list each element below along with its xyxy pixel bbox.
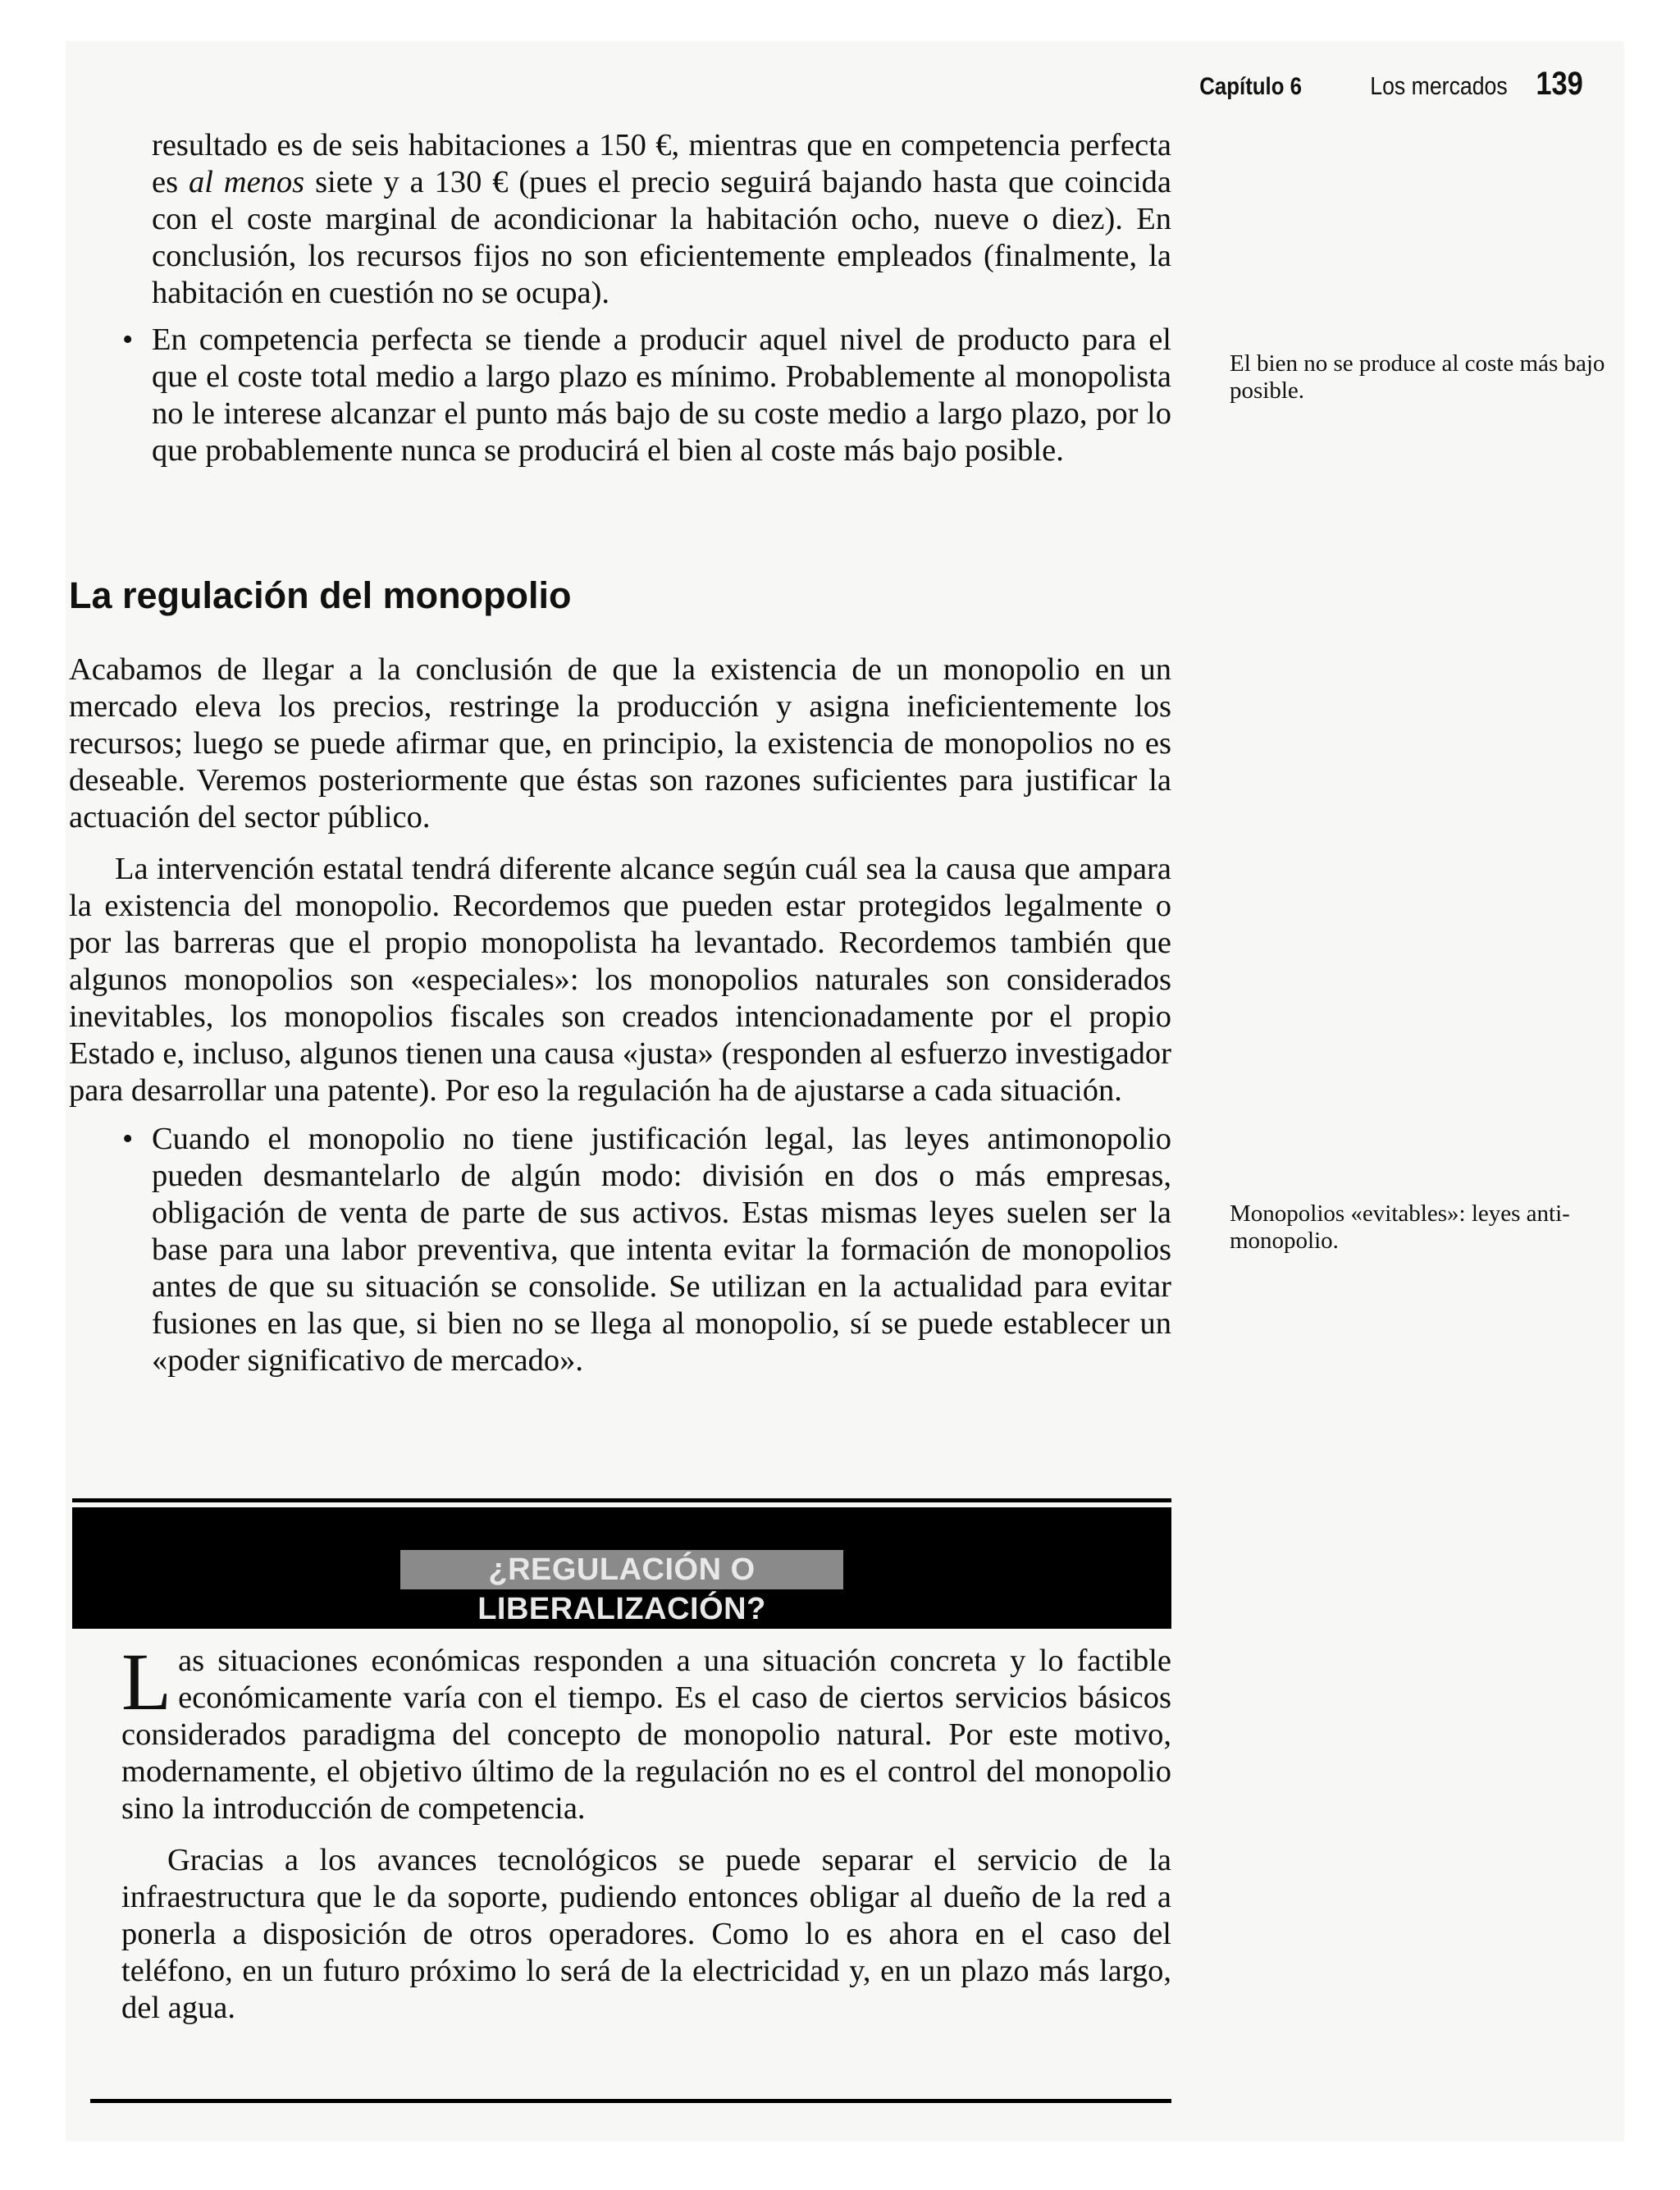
drop-cap: L	[121, 1636, 172, 1727]
box-bottom-rule	[90, 2099, 1171, 2103]
bullet-icon: •	[122, 1122, 134, 1156]
box-banner	[72, 1507, 1171, 1629]
margin-note: El bien no se produce al coste más bajo posible.	[1230, 350, 1605, 404]
box-paragraph: Gracias a los avances tecnológicos se puede separar el servicio de la infraestructura que le da soporte, pudiendo entonces obligar al dueño de la red a ponerla a disposición de otros operadores. Como lo es ahora en el caso del teléfono, en un futuro próximo lo será de la electricidad y, en un plazo más largo, del agua.	[121, 1843, 1171, 2025]
list-item	[69, 1121, 1171, 1379]
margin-note: Monopolios «evitables»: leyes anti-monopolio.	[1230, 1200, 1570, 1254]
box-text-block	[121, 1636, 1171, 2027]
box-title: ¿REGULACIÓN O LIBERALIZACIÓN?	[400, 1550, 843, 1589]
bullet-text: En competencia perfecta se tiende a producir aquel nivel de producto para el que el coste total medio a largo plazo es mínimo. Probablemente al monopolista no le interese alcanzar el punto más bajo de su coste medio a largo plazo, por lo que probablemente nunca se producirá el bien al coste más bajo posible.	[152, 322, 1171, 468]
top-text-block	[69, 127, 1171, 469]
bullet-text: Cuando el monopolio no tiene justificación legal, las leyes antimonopolio pueden desmantelarlo de algún modo: división en dos o más empresas, obligación de venta de parte de sus activos. Estas mismas leyes suelen ser la base para una labor preventiva, que intenta evitar la formación de monopolios antes de que su situación se consolide. Se utilizan en la actualidad para evitar fusiones en las que, si bien no se llega al monopolio, sí se puede establecer un «poder significativo de mercado».	[152, 1122, 1171, 1378]
page-number: 139	[1536, 66, 1583, 102]
chapter-title: Los mercados	[1369, 71, 1508, 100]
running-header	[1183, 66, 1583, 107]
box-top-rule	[72, 1498, 1171, 1502]
section-text-block	[69, 652, 1171, 1379]
section-heading: La regulación del monopolio	[69, 574, 572, 616]
box-paragraph: Las situaciones económicas responden a una situación concreta y lo factible económicamente varía con el tiempo. Es el caso de ciertos servicios básicos considerados paradigma del concepto de monopolio natural. Por este motivo, modernamente, el objetivo último de la regulación no es el control del monopolio sino la introducción de competencia.	[121, 1636, 1171, 1826]
paragraph: La intervención estatal tendrá diferente alcance según cuál sea la causa que ampara la existencia del monopolio. Recordemos que pueden estar protegidos legalmente o por las barreras que el propio monopolista ha levantado. Recordemos también que algunos monopolios son «especiales»: los monopolios naturales son considerados inevitables, los monopolios fiscales son creados intencionadamente por el propio Estado e, incluso, algunos tienen una causa «justa» (responden al esfuerzo investigador para desarrollar una patente). Por eso la regulación ha de ajustarse a cada situación.	[69, 852, 1171, 1108]
paragraph: Acabamos de llegar a la conclusión de que la existencia de un monopolio en un mercado eleva los precios, restringe la producción y asigna ineficientemente los recursos; luego se puede afirmar que, en principio, la existencia de monopolios no es deseable. Veremos posteriormente que éstas son razones suficientes para justificar la actuación del sector público.	[69, 652, 1171, 834]
chapter-label: Capítulo 6	[1198, 73, 1302, 100]
list-item	[69, 322, 1171, 469]
bullet-icon: •	[122, 322, 134, 357]
continuation-paragraph: resultado es de seis habitaciones a 150 €, mientras que en competencia perfecta es al menos siete y a 130 € (pues el precio seguirá bajando hasta que coincida con el coste marginal de acondicionar la habitación ocho, nueve o diez). En conclusión, los recursos fijos no son eficientemente empleados (finalmente, la habitación en cuestión no se ocupa).	[152, 128, 1172, 310]
